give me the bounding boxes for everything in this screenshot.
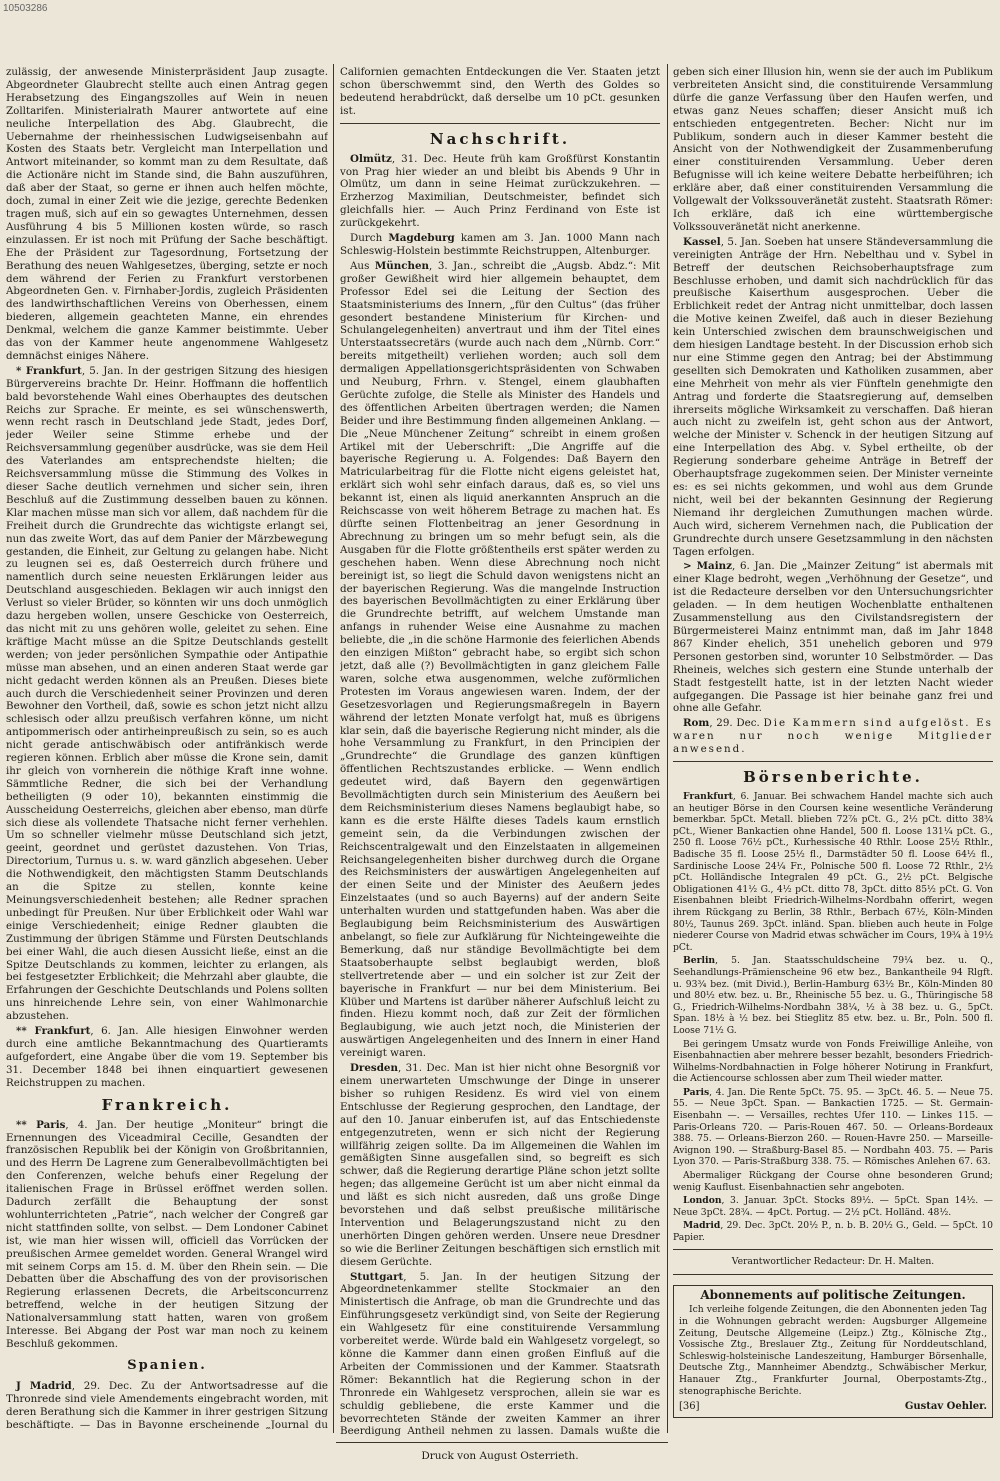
report-body: Staatsschuldscheine 79¼ bez. u. Q., Seehandlungs-Prämienscheine 96 etw bez., Bankantheile 94 Rlgft. u. 93¾ bez. (mit Divid.), Berlin-Hamburg 63½ Br., Köln-Minden 80 und 80½ etw. bez. u. Br., Rheinische 55 bez. u. G., Thüringische 58 G., Friedrich-Wilhelms-Nordbahn 38¼, ½ à 38 bez. u. G., 5pCt. Span. 18½ à ½ bez. bei Stieglitz 85 etw. bez. u. Br., Poln. 500 fl. Loose 71½ G. [673, 955, 993, 1036]
dateline-date: , 29. Dec. [709, 717, 760, 730]
report-body: Bei schwachem Handel machte sich auch an heutiger Börse in den Coursen keine wesentliche Veränderung bemerkbar. 5pCt. Metall. blieben 72⁷⁄₈ pCt. G., 2½ pCt. ditto 38¾ pCt., Wiener Bankactien ohne Handel, 500 fl. Loose 131¼ pCt. G., 250 fl. Loose 76½ pCt., Kurhessische 40 Rthlr. Loose 25½ Rthlr., Badische 35 fl. Loose 25½ fl., Darmstädter 50 fl. Loose 64½ fl., Sardinische Loose 24¼ Fr., Polnische 500 fl. Loose 72 Rthlr., 2½ pCt. Holländische Integralen 49 pCt. G., 2½ pCt. Belgische Obligationen 41½ G., 4½ pCt. ditto 78, 3pCt. ditto 85½ pCt. G. Von Eisenbahnen bleibt Friedrich-Wilhelms-Nordbahn offerirt, wegen ihrem Rückgang zu Berlin, 38 Rthlr., Berbach 67½, Köln-Minden 80½, Taunus 269. 3pCt. inländ. Span. blieben auch heute in Folge niederer Course von Madrid etwas schwächer im Cours, 19¾ à 19½ pCt. [673, 791, 993, 953]
article-frankfurt-2 [6, 1025, 328, 1090]
article-stuttgart [340, 1271, 660, 1437]
stock-reports [673, 791, 993, 1244]
dateline-place: * Frankfurt [16, 364, 82, 377]
dateline-date: , 31. Dec. [391, 152, 447, 165]
dateline-date: , 5. Jan. [403, 1270, 463, 1283]
dateline-date: , 6. Jan. [90, 1025, 139, 1038]
advertisement-subscriptions [673, 1285, 993, 1419]
article-prefix: Durch [350, 232, 383, 245]
divider [673, 761, 993, 762]
column-1 [6, 66, 328, 1429]
advertisement-signature: Gustav Oehler. [904, 1401, 987, 1413]
report-body: Die Rente 5pCt. 75. 95. — 3pCt. 46. 5. — Neue 75. 55. — Neue 3pCt. Span. — Bankactien 1725. — St. Germain-Eisenbahn —. — Versailles, rechtes Ufer 110. — Linkes 115. — Paris-Orleans 720. — Paris-Rouen 467. 50. — Orleans-Bordeaux 388. 75. — Orleans-Bierzon 260. — Rouen-Havre 250. — Marseille-Avignon 190. — Straßburg-Basel 85. — Nordbahn 403. 75. — Paris Lyon 370. — Paris-Straßburg 338. 75. — Römisches Anlehen 67. 63. [673, 1086, 993, 1168]
column-rule [333, 64, 334, 1433]
dateline-date: , 4. Jan. [65, 1118, 117, 1131]
advertisement-title: Abonnements auf politische Zeitungen. [700, 1287, 966, 1302]
dateline-date: , 5. Jan. [720, 235, 761, 248]
dateline-date: , 5. Jan. [715, 955, 771, 967]
dateline-place: Kassel [683, 235, 721, 248]
article-body: Soeben hat unsere Ständeversammlung die vereinigten Anträge der Hrn. Nebelthau und v. Sybel in Betreff der deutschen Reichsoberhauptsfrage zum Beschlusse erhoben, und damit sich nachdrücklich für das preußische Kaiserthum ausgesprochen. Ueber die Erblichkeit redet der Antrag nicht unmittelbar, doch lassen die Motive keinen Zweifel, daß auch in dieser Beziehung kein Unterschied zwischen dem braunschweigischen und dem hiesigen Landtage besteht. In der Discussion erhob sich nur eine Stimme gegen den Antrag; bei der Abstimmung gesellten sich Demokraten und Katholiken zusammen, aber eine Mehrheit von mehr als vier Fünfteln genehmigte den Antrag und forderte die Staatsregierung auf, demselben ihrerseits mögliche Wirksamkeit zu verschaffen. Daß hieran auch nicht zu zweifeln ist, geht schon aus der Antwort, welche der Minister v. Schenck in der heutigen Sitzung auf eine Interpellation des Abg. v. Sybel ertheilte, ob der Regierung sonderbare geheime Anträge in Betreff der Oberhauptsfrage zugekommen seien. Der Minister verneinte es: es sei nichts gekommen, und wohl aus dem Grunde nicht, weil bei der bekannten Gesinnung der Regierung Niemand ihr dergleichen Zumuthungen machen würde. Auch wird, sicherem Vernehmen nach, die Publication der Grundrechte durch unsere Gesetzsammlung in den nächsten Tagen erfolgen. [673, 235, 993, 558]
divider [673, 1249, 993, 1250]
divider [340, 123, 660, 124]
dateline-date: , 6. Januar. [732, 791, 787, 803]
article-muenchen [340, 260, 660, 1060]
dateline-date: , 5. Jan. [81, 364, 124, 377]
responsible-editor: Verantwortlicher Redacteur: Dr. H. Malten. [731, 1255, 935, 1267]
stock-report-berlin-note: Bei geringem Umsatz wurde von Fonds Freiwillige Anleihe, von Eisenbahnactien aber mehrere besser bezahlt, besonders Friedrich-Wilhelms-Nordbahnactien in Folge höherer Notirung in Frankfurt, die Actiencourse schlossen aber zum Theil wieder matter. [673, 1038, 993, 1085]
article-dresden [340, 1062, 660, 1269]
dateline-date: , 29. Dec. [71, 1379, 133, 1392]
dateline-date: , 31. Dec. [397, 1062, 450, 1075]
article-paris [6, 1119, 328, 1351]
stock-report-frankfurt [673, 791, 993, 953]
stock-report-berlin [673, 955, 993, 1036]
article-body: Der heutige „Moniteur“ bringt die Ernennungen des Viceadmiral Cecille, Gesandten der französischen Republik bei der Königin von Großbritannien, und des Herrn De Lagrene zum Generalbevollmächtigten bei den Conferenzen, welche behufs einer Regelung der italienischen Frage in Brüssel eröffnet werden sollen. Dadurch zerfällt die Behauptung der sonst wohlunterrichteten „Patrie“, nach welcher der Congreß gar nicht stattfinden sollte, von selbst. — Dem Londoner Cabinet ist, wie man hier wissen will, officiell das Vorrücken der preußischen Armee gemeldet worden. General Wrangel wird mit seinem Corps am 15. d. M. über den Rhein sein. — Die Debatten über die Abschaffung des von der provisorischen Regierung erlassenen Decrets, die Arbeitsconcurrenz betreffend, welche in der heutigen Sitzung der Nationalversammlung statt hatten, waren von großem Interesse. Bei Abgang der Post war man noch zu keinem Beschluß gekommen. [6, 1118, 328, 1350]
report-body: 3pCt. Stocks 89½. — 5pCt. Span 14½. — Neue 3pCt. 28¾. — 4pCt. Portug. — 2½ pCt. Holländ. 48½. [673, 1195, 993, 1218]
article-prefix: Aus [350, 259, 370, 272]
article-body: In der heutigen Sitzung der Abgeordnetenkammer stellte Stockmaier an den Ministertisch die Anfrage, ob man die Grundrechte und das Einführungsgesetz verkündigt sind, von Seite der Regierung ein Wahlgesetz für eine constituirende Versammlung vorbereitet werde. Würde bald ein Wahlgesetz vorgelegt, so könne die Kammer dann einen großen Einfluß auf die Arbeiten der Commissionen und der Kammer. Staatsrath Römer: Bekanntlich hat die Regierung schon in der Thronrede ein Wahlgesetz versprochen, allein sie war es schuldig gebliebene, die erste Kammer und die bevorrechteten Stände der zweiten Kammer an ihrer Beerdigung Antheil nehmen zu lassen. Damals wußte die [340, 1270, 660, 1437]
article-olmuetz [340, 153, 660, 230]
dateline-place: Magdeburg [388, 232, 455, 245]
article-body: kamen am 3. Jan. 1000 Mann nach Schleswig-Holstein bestimmte Reichstruppen, Altenburger. [340, 232, 660, 257]
dateline-place: ** Paris [16, 1118, 66, 1131]
article-madrid [6, 1380, 328, 1429]
dateline-place: Frankfurt [683, 791, 733, 803]
article-body: Heute früh kam Großfürst Konstantin von Prag hier wieder an und bleibt bis Abends 9 Uhr in Olmütz, um dann in seine Heimat zurückzukehren. — Erzherzog Maximilian, Deutschmeister, befindet sich gleichfalls hier. — Auch Prinz Ferdinand von Este ist zurückgekehrt. [340, 152, 660, 230]
printer-imprint: Druck von August Osterrieth. [421, 1450, 579, 1462]
article-body: Die Kammern sind aufgelöst. Es waren nur noch wenige Mitglieder anwesend. [673, 717, 993, 756]
article-stuttgart-continued: geben sich einer Illusion hin, wenn sie der auch im Publikum verbreiteten Ansicht sind, die constituirende Versammlung dürfe die ganze Verfassung über den Haufen werfen, und etwas ganz Neues schaffen; dieser Ansicht muß ich entschieden entgegentreten. Becher: Nicht nur im Publikum, sondern auch in dieser Kammer besteht die Ansicht von der Nothwendigkeit der Zusammenberufung einer constituirenden Versammlung. Ueber deren Befugnisse will ich keine weitere Debatte herbeiführen; ich erkläre aber, daß einer constituirenden Versammlung die Vollgewalt der Volkssouveränetät zusteht. Staatsrath Römer: Ich erkläre, daß ich eine württembergische Volkssouveränetät nicht anerkenne. [673, 66, 993, 233]
dateline-date: , 4. Jan. [709, 1086, 746, 1098]
article-body: , 3. Jan., schreibt die „Augsb. Abdz.“: Mit großer Gewißheit wird hier allgemein behauptet, dem Professor Edel sei die Leitung der Section des Staatsministeriums des Innern, „für den Cultus“ (das früher gesondert bestandene Ministerium für Kirchen- und Schulangelegenheiten) anvertraut und ihm der Titel eines Unterstaatssecretärs (wurde auch nach dem „Nürnb. Corr.“ bereits mitgetheilt) verliehen worden; auch soll dem dermaligen Appellationsgerichtspräsidenten von Schwaben und Neuburg, Frhrn. v. Stengel, einem glaubhaften Gerüchte zufolge, die Stelle als Minister des Handels und des öffentlichen Arbeiten übertragen werden; die Namen Beider und ihre Bestimmung finden allgemeinen Anklang. — Die „Neue Münchener Zeitung“ schreibt in einem großen Artikel mit der Ueberschrift: „Die Angriffe auf die bayerische Regierung u. A. Folgendes: Daß Bayern den Matricularbeitrag für die Flotte nicht eigens geleistet hat, erklärt sich wohl sehr einfach daraus, daß es, so viel uns bekannt ist, einen als liquid anerkannten Anspruch an die Reichscasse von weit höherem Betrage zu machen hat. Es dürfte seinen Flottenbeitrag an jener Gesordnung in Abrechnung zu bringen um so mehr befugt sein, als die Ausgaben für die Flotte größtentheils erst später werden zu geschehen haben. Wenn diese Abrechnung noch nicht bereinigt ist, so liegt die Schuld davon wenigstens nicht an der bayerischen Regierung. Was die mangelnde Instruction des bayerischen Bevollmächtigten zu einer Erklärung über die Grundrechte betrifft, auf welchem Umstande man anfangs in ruhender Weise eine Ausnahme zu machen beliebte, die „in die schöne Harmonie des feierlichen Abends den einzigen Mißton“ gebracht habe, so ergibt sich schon jetzt, daß alle (?) Bevollmächtigten in ganz gleichem Falle waren, solche etwa ausgenommen, welche zuförmlichen Protesten im Voraus angewiesen waren. Indem, der der Gesetzesvorlagen und Regierungsmaßregeln in Bayern während der letzten Monate verfolgt hat, muß es übrigens klar sein, daß die bayerische Regierung nicht minder, als die hohe Versammlung zu Frankfurt, in den Principien der „Grundrechte“ die Grundlage des ganzen künftigen öffentlichen Rechtszustandes erblicke. — Wenn endlich gedeutet wird, daß Bayern den gegenwärtigen Bevollmächtigten durch sein Ministerium des Aeußern bei dem Reichsministerium dieses Namens beglaubigt habe, so kann es die erste Hälfte dieses Tadels kaum ernstlich gemeint sein, da die Verbindungen zwischen der Reichscentralgewalt und den Einzelstaaten in allgemeinen Reichsangelegenheiten bisher durchweg durch die Organe des Reichsministers der auswärtigen Angelegenheiten auf der einen Seite und der Minister des Aeußern jedes Einzelstaates (und so auch Bayerns) auf der andern Seite unterhalten wurden und stattgefunden haben. Was aber die Beglaubigung beim Reichsministerium des Auswärtigen anbelangt, so fiele zur Aufklärung für Nichteingeweihte die Bemerkung, daß nur ständige Bevollmächtigte bei dem Staatsoberhaupte selbst beglaubigt werden, bloß stellvertretende aber — und ein solcher ist zur Zeit der bayerische in Frankfurt — nur bei dem Ministerium. Bei Klüber und Martens ist darüber näherer Aufschluß leicht zu finden. Hiezu kommt noch, daß zur Zeit der förmlichen Beglaubigung, wie auch jetzt noch, die Ministerien der auswärtigen Angelegenheiten und des Innern in einer Hand vereinigt waren. [340, 259, 660, 1060]
dateline-date: , 6. Jan. [731, 560, 775, 573]
column-2 [340, 66, 660, 1437]
article-magdeburg [340, 232, 660, 258]
article-mainz [673, 560, 993, 715]
advertisement-text: Ich verleihe folgende Zeitungen, die den Abonnenten jeden Tag in die Wohnungen gebracht werden: Augsburger Allgemeine Zeitung, Deutsche Allgemeine (Leipz.) Ztg., Kölnische Ztg., Vossische Ztg., Breslauer Ztg., Zeitung für Norddeutschland, Schleswig-holsteinische Landeszeitung, Hamburger Börsenhalle, Deutsche Ztg., Mannheimer Abendztg., Schwäbischer Merkur, Hanauer Ztg., Frankfurter Journal, Oberpostamts-Ztg., stenographische Berichte. [679, 1304, 987, 1397]
dateline-place: Berlin [683, 955, 716, 967]
dateline-place: München [374, 259, 430, 272]
dateline-place: Paris [683, 1086, 710, 1098]
dateline-place: J Madrid [16, 1379, 72, 1392]
dateline-place: Dresden [350, 1062, 398, 1075]
stock-report-paris [673, 1087, 993, 1168]
dateline-place: ** Frankfurt [16, 1025, 91, 1038]
section-heading-frankreich: Frankreich. [101, 1095, 233, 1114]
column-rule [667, 64, 668, 1433]
advertisement-footer [679, 1401, 987, 1414]
article-body: In der gestrigen Sitzung des hiesigen Bürgervereins brachte Dr. Heinr. Hoffmann die hoffentlich bald bevorstehende Wahl eines Oberhauptes des deutschen Reichs zur Sprache. Er meinte, es sei wünschenswerth, wenn recht rasch in Deutschland jede Stadt, jedes Dorf, jeder Weiler seine Stimme erhebe und der Reichsversammlung gegenüber ausdrücke, was sie dem Heil des Vaterlandes am entsprechendste hielten; die Reichsversammlung müsse die Stimmung des Volkes in dieser Sache deutlich vernehmen und sicher sein, ihren Beschluß auf die Zustimmung desselben bauen zu können. Klar machen müsse man sich vor allem, daß nachdem für die Freiheit durch die Grundrechte das wichtigste erlangt sei, nun das zweite Wort, das auf dem Panier der Märzbewegung gestanden, die Einheit, zur Geltung zu gelangen habe. Nicht zu leugnen sei es, daß Oesterreich durch frühere und namentlich durch seine neuesten Erklärungen leider aus Deutschland ausgeschieden. Beklagen wir auch innigst den Verlust so vieler Brüder, so könnten wir uns doch unmöglich dazu hergeben wollen, unsere Geschicke von Oesterreich, das nicht mit zu uns gehören wolle, geleitet zu sehen. Eine kräftige Macht müsse an die Spitze Deutschlands gestellt werden; von jeder persönlichen Sympathie oder Antipathie müsse man absehen, und an einen anderen Staat werde gar nicht gedacht werden können als an Preußen. Dieses biete auch durch die Verschiedenheit seiner Provinzen und deren Bewohner den Vortheil, daß, sowie es schon jetzt nicht allzu schlesisch oder allzu preußisch verfahren könne, um nicht antipommerisch oder antirheinpreußisch zu sein, so es auch nicht gerade antischwäbisch oder antifränkisch werde regieren können. Erblich aber müsse die Krone sein, damit ihr gleich von vornherein die nöthige Kraft inne wohne. Sämmtliche Redner, die sich bei der Verhandlung betheiligten (9 oder 10), bekannten einstimmig die Ausscheidung Oesterreichs, gleichen aber ebenso, man dürfe sich diese als vollendete Thatsache nicht ferner verhehlen. Um so schneller vielmehr müsse Deutschland sich jetzt, geeint, geordnet und gerüstet dazustehen. Von Trias, Directorium, Turnus u. s. w. ward gänzlich abgesehen. Ueber die Nothwendigkeit, den mächtigsten Stamm Deutschlands an die Spitze zu stellen, konnte keine Meinungsverschiedenheit bestehen; alle Redner sprachen unbedingt für Preußen. Nur über Erblichkeit oder Wahl war einige Verschiedenheit; einige Redner glaubten die Zustimmung der übrigen Stämme und Fürsten Deutschlands bei einer Wahl, die auch diesen Aussicht ließe, einst an die Spitze Deutschlands zu kommen, leichter zu erlangen, als bei festgesetzter Erblichkeit; die Mehrzahl aber glaubte, die Erfahrungen der Geschichte Deutschlands und Polens sollten uns hinreichende Lehre sein, von einer Wahlmonarchie abzustehen. [6, 364, 328, 1023]
divider [673, 1274, 993, 1275]
section-heading-nachschrift: Nachschrift. [429, 129, 571, 148]
section-heading-spanien: Spanien. [127, 1357, 207, 1373]
report-body: 3pCt. 20½ P., n. b. B. 20½ G., Geld. — 5pCt. 10 Papier. [673, 1220, 993, 1243]
advertisement-number: [36] [679, 1401, 700, 1413]
section-heading-boersenberichte: Börsenberichte. [743, 768, 923, 787]
footer-rule [336, 1442, 668, 1443]
article-body: Zu der Antwortsadresse auf die Thronrede sind viele Amendements eingebracht worden, mit deren Berathung sich die Kammer in ihrer gestrigen Sitzung beschäftigte. — Das in Bayonne erscheinende „Journal du [6, 1379, 328, 1429]
page-id: 10503286 [3, 3, 48, 14]
article-body: Man ist hier nicht ohne Besorgniß vor einem unerwarteten Umschwunge der Dinge in unserer bisher so ruhigen Residenz. Es wird viel von einem Entschlusse der Regierung gesprochen, den Landtage, der auf den 10. Januar einberufen ist, auf das Entschiedenste entgegenzutreten, wenn er sich nicht der Regierung willfährig zeigen sollte. Da im Allgemeinen die Wahlen im gemäßigten Sinne ausgefallen sind, so begreift es sich schwer, daß die Regierung derartige Pläne schon jetzt sollte hegen; das allgemeine Gerücht ist um aber nicht einmal da und läßt es sich nicht ausreden, daß uns große Dinge bevorstehen und daß selbst preußische militärische Intervention und Belagerungszustand nicht zu den unerhörten Dingen gehören werden. Unsere neue Dresdner so wie die Berliner Zeitungen beschäftigen sich ernstlich mit diesem Gerüchte. [340, 1062, 660, 1268]
stock-report-london [673, 1195, 993, 1218]
dateline-place: Rom [683, 717, 710, 730]
dateline-place: Madrid [683, 1220, 721, 1232]
article-kammer: zulässig, der anwesende Ministerpräsident Jaup zusagte. Abgeordneter Glaubrecht stellte auch einen Antrag gegen Herabsetzung des Eingangszolles auf Wein in neuen Zolltarifen. Ministerialrath Maurer antwortete auf eine neuliche Interpellation des Abg. Glaubrecht, die Uebernahme der rheinhessischen Ludwigseisenbahn auf Kosten des Staats betr. Vergleicht man Interpellation und Antwort miteinander, so kommt man zu dem Resultate, daß die Actionäre nicht im Stande sind, die Bahn auszuführen, daß aber der Staat, so gerne er ihnen auch helfen möchte, doch, zumal in einer Zeit wie die jezige, gerechte Bedenken tragen muß, sich auf ein so gewagtes Unternehmen, dessen Ausführung 4 bis 5 Millionen kosten würde, so rasch einzulassen. Er ist noch mit Prüfung der Sache beschäftigt. Ehe der Präsident zur Tagesordnung, Fortsetzung der Berathung des neuen Wahlgesetzes, überging, setzte er noch dem während der Ferien zu Frankfurt verstorbenen Abgeordneten Gen. v. Firnhaber-Jordis, zugleich Präsidenten des landwirthschaftlichen Vereins von Oberhessen, einem biederen, allgemein geachteten Manne, ein ehrendes Denkmal, welchem die ganze Kammer beistimmte. Ueber das von der Kammer heute angenommene Wahlgesetz demnächst einiges Nähere. [6, 66, 328, 362]
article-body: Alle hiesigen Einwohner werden durch eine amtliche Bekanntmachung des Quartieramts aufgefordert, eine Angabe über die vom 19. September bis 31. December 1848 bei ihnen einquartiert gewesenen Reichstruppen zu machen. [6, 1025, 328, 1089]
dateline-place: Olmütz [350, 152, 392, 165]
article-body: Die „Mainzer Zeitung“ ist abermals mit einer Klage bedroht, wegen „Verhöhnung der Gesetze“, und ist die Redacteure derselben vor den Untersuchungsrichter geladen. — In dem heutigen Wochenblatte enthaltenen Zusammenstellung aus den Civilstandsregistern der Bürgermeisterei Mainz entnimmt man, daß im Jahr 1848 867 Kinder ehelich, 351 unehelich geboren und 979 Personen gestorben sind, worunter 10 Selbstmörder. — Das Rheineis, welches sich gestern eine Stunde unterhalb der Stadt festgestellt hatte, ist in der letzten Nacht wieder aufgegangen. Die Passage ist hier beinahe ganz frei und ohne alle Gefahr. [673, 560, 993, 715]
dateline-place: London [683, 1195, 722, 1207]
column-3 [673, 66, 993, 1461]
article-kassel [673, 236, 993, 559]
dateline-place: Stuttgart [350, 1270, 404, 1283]
stock-report-madrid [673, 1220, 993, 1243]
stock-report-paris-note: Abermaliger Rückgang der Course ohne besonderen Grund; wenig Kauflust. Eisenbahnactien sehr angeboten. [673, 1170, 993, 1193]
article-rom [673, 717, 993, 756]
dateline-place: > Mainz [683, 560, 732, 573]
article-frankfurt-1 [6, 365, 328, 1023]
article-london-continued: Californien gemachten Entdeckungen die Ver. Staaten jetzt schon überschwemmt sind, den Werth des Goldes so bedeutend herabdrückt, daß derselbe um 10 pCt. gesunken ist. [340, 66, 660, 117]
dateline-date: , 3. Januar. [721, 1195, 778, 1207]
dateline-date: , 29. Dec. [720, 1220, 766, 1232]
